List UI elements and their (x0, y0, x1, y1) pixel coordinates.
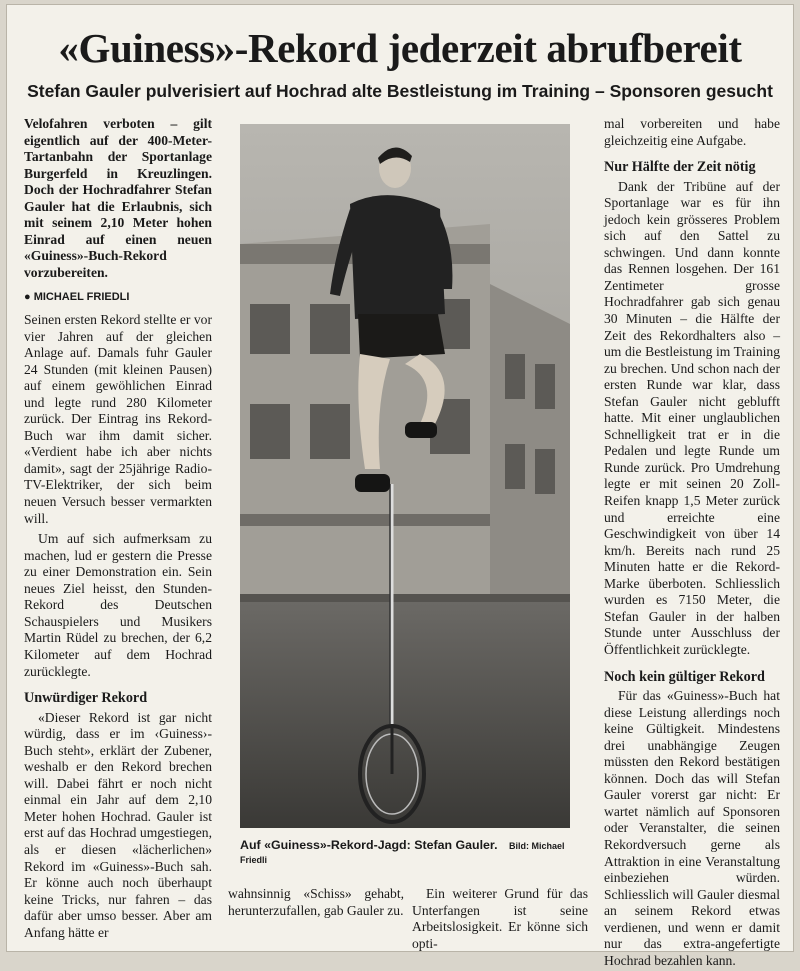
body-paragraph: mal vorbereiten und habe gleichzeitig eine Aufgabe. (604, 116, 780, 148)
body-paragraph: Für das «Guiness»-Buch hat diese Leistung allerdings noch keine Gültigkeit. Mindestens drei unabhängige Zeugen müssten den Rekord bestätigen können. Doch das will Stefan Gauler vorerst gar nicht: Er wartet nämlich auf Sponsoren oder Veranstalter, die seinen Rekordversuch gerne als Attraktion in eine Veranstaltung einbeziehen würden. Schliesslich will Gauler diesmal an seinem Rekord etwas verdienen, und wenn er damit nur das extra-angefertigte Hochrad bezahlen kann. (604, 688, 780, 968)
subheadline: Stefan Gauler pulverisiert auf Hochrad alte Bestleistung im Training – Sponsoren gesucht (27, 81, 773, 101)
body-paragraph: Dank der Tribüne auf der Sportanlage war es für ihn jedoch kein grösseres Problem sich auf den Sattel zu schwingen. Und dann konnte das Rennen losgehen. Der 161 Zentimeter grosse Hochradfahrer gab sich genau 30 Minuten – die Hälfte der Zeit des Rekordhalters also – um die Bestleistung im Training zu brechen. Und schon nach der ersten Runde war klar, dass Stefan Gauler nicht geblufft hatte. Mit einer unglaublichen Schnelligkeit trat er in die Pedalen und legte Runde um Runde zurück. Pro Umdrehung legte er mit seinen 20 Zoll-Reifen knapp 1,5 Meter zurück und erreichte eine Geschwindigkeit von über 14 km/h. Bereits nach rund 25 Minuten hatte er die Rekord-Marke überboten. Schliesslich wurden es 7150 Meter, die Stefan Gauler in der halben Stunde unter Ausschluss der Öffentlichkeit zurücklegte. (604, 178, 780, 657)
photo-credit: Bild: Michael Friedli (240, 841, 565, 865)
body-paragraph: wahnsinnig «Schiss» gehabt, herunterzufallen, gab Gauler zu. (228, 886, 404, 918)
body-paragraph: Ein weiterer Grund für das Unterfangen ist seine Arbeitslosigkeit. Er könne sich opti- (412, 886, 588, 951)
body-paragraph: Seinen ersten Rekord stellte er vor vier Jahren auf der gleichen Anlage auf. Damals fuhr Gauler 24 Stunden (mit kleinen Pausen) auf einem gewöhlichen Einrad und legte rund 280 Kilometer zurück. Der Eintrag ins Rekord-Buch war ihm damit sicher. «Verdient habe ich aber nichts damit», sagt der 25jährige Radio-TV-Elektriker, der sich beim neuen Versuch besser vermarkten will. (24, 312, 212, 526)
author-name: MICHAEL FRIEDLI (33, 291, 130, 304)
caption-text: Auf «Guiness»-Rekord-Jagd: Stefan Gauler. (240, 838, 498, 852)
headline: «Guiness»-Rekord jederzeit abrufbereit (58, 25, 742, 71)
byline: ● MICHAEL FRIEDLI (24, 291, 130, 304)
body-paragraph: Um auf sich aufmerksam zu machen, lud er gestern die Presse zu einer Demonstration ein. Sein neues Ziel heisst, den Stunden-Rekord des Deutschen Schauspielers und Musikers Martin Rüdel zu brechen, der 6,2 Kilometer auf dem Hochrad zurücklegte. (24, 531, 212, 679)
column-3 (412, 886, 588, 956)
section-heading: Unwürdiger Rekord (24, 690, 148, 707)
lead-paragraph: Velofahren verboten – gilt eigentlich auf der 400-Meter-Tartanbahn der Sportanlage Burgerfeld in Kreuzlingen. Doch der Hochradfahrer Stefan Gauler hat die Erlaubnis, sich mit seinem 2,10 Meter hohen Einrad auf einen neuen «Guiness»-Buch-Rekord vorzubereiten. (24, 116, 212, 280)
section-heading: Noch kein gültiger Rekord (604, 668, 765, 685)
photo-caption (240, 838, 580, 866)
body-paragraph: «Dieser Rekord ist gar nicht würdig, dass er im ‹Guiness›-Buch steht», erklärt der Zubener, weshalb er den Rekord brechen will. Dabei fährt er noch nicht einmal ein Jahr auf dem 2,10 Meter hohen Hochrad. Gauler ist erst auf das Hochrad umgestiegen, als er diesen «lächerlichen» Rekord im «Guiness»-Buch sah. Er könne auch noch überhaupt keine Tricks, nur fahren – das dafür aber umso besser. Aber am Anfang hätte er (24, 709, 212, 940)
column-4 (604, 116, 780, 971)
column-2 (228, 886, 404, 923)
column-1 (24, 116, 212, 945)
photo-illustration (240, 124, 570, 828)
section-heading: Nur Hälfte der Zeit nötig (604, 159, 756, 176)
unicycle-photo (240, 124, 570, 828)
